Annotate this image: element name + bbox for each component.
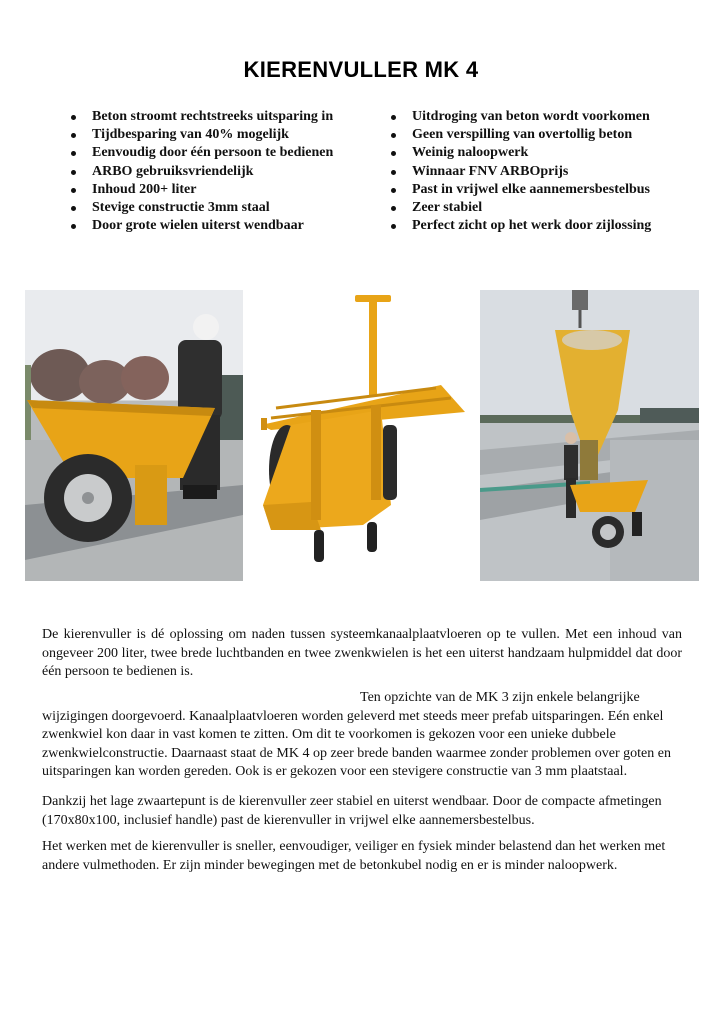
feature-list-left bbox=[68, 108, 333, 235]
paragraph-text: De kierenvuller is dé oplossing om naden tussen systeemkanaalplaatvloeren op te vullen. Met een inhoud van ongeveer 200 liter, twee brede luchtbanden en twee zwenkwielen is het een uiterst handzaam hulpmiddel dat door één persoon te bedienen is. bbox=[42, 627, 682, 679]
feature-item: Weinig naloopwerk bbox=[388, 144, 651, 162]
paragraph-benefits bbox=[42, 838, 682, 875]
feature-item: Uitdroging van beton wordt voorkomen bbox=[388, 108, 651, 126]
feature-item: Perfect zicht op het werk door zijlossing bbox=[388, 217, 651, 235]
paragraph-stability bbox=[42, 793, 682, 830]
feature-item: Eenvoudig door één persoon te bedienen bbox=[68, 144, 333, 162]
feature-item: Tijdbesparing van 40% mogelijk bbox=[68, 126, 333, 144]
photo-product-kierenvuller bbox=[251, 290, 470, 581]
feature-item: Zeer stabiel bbox=[388, 199, 651, 217]
photo-worker-with-filler bbox=[25, 290, 243, 581]
feature-item: Beton stroomt rechtstreeks uitsparing in bbox=[68, 108, 333, 126]
feature-item: Stevige constructie 3mm staal bbox=[68, 199, 333, 217]
paragraph-text: Dankzij het lage zwaartepunt is de kierenvuller zeer stabiel en uiterst wendbaar. Door de compacte afmetingen (170x80x100, inclusief handle) past de kierenvuller in vrijwel elke aannemersbestelbus. bbox=[42, 794, 662, 828]
paragraph-text: Ten opzichte van de MK 3 zijn enkele belangrijke wijzigingen doorgevoerd. Kanaalplaatvloeren worden geleverd met steeds meer prefab uitsparingen. Eén enkel zwenkwiel kon daar in vast komen te zitten. Om dit te voorkomen is gekozen voor een unieke dubbele zwenkwielconstructie. Daarnaast staat de MK 4 op zeer brede banden waarmee zonder problemen over goten en uitsparingen kan worden gereden. Ook is er gekozen voor een stevigere constructie van 3 mm plaatstaal. bbox=[42, 690, 671, 779]
feature-item: Inhoud 200+ liter bbox=[68, 181, 333, 199]
feature-item: ARBO gebruiksvriendelijk bbox=[68, 163, 333, 181]
photo-filler-with-concrete-bucket bbox=[480, 290, 699, 581]
paragraph-changes bbox=[42, 689, 682, 782]
feature-item: Door grote wielen uiterst wendbaar bbox=[68, 217, 333, 235]
feature-item: Past in vrijwel elke aannemersbestelbus bbox=[388, 181, 651, 199]
paragraph-intro bbox=[42, 626, 682, 682]
feature-item: Geen verspilling van overtollig beton bbox=[388, 126, 651, 144]
paragraph-text: Het werken met de kierenvuller is sneller, eenvoudiger, veiliger en fysiek minder belastend dan het werken met andere vulmethoden. Er zijn minder bewegingen met de betonkubel nodig en er is minder naloopwerk. bbox=[42, 839, 666, 873]
document-title: KIERENVULLER MK 4 bbox=[243, 56, 479, 82]
feature-item: Winnaar FNV ARBOprijs bbox=[388, 163, 651, 181]
feature-list-right bbox=[388, 108, 651, 235]
